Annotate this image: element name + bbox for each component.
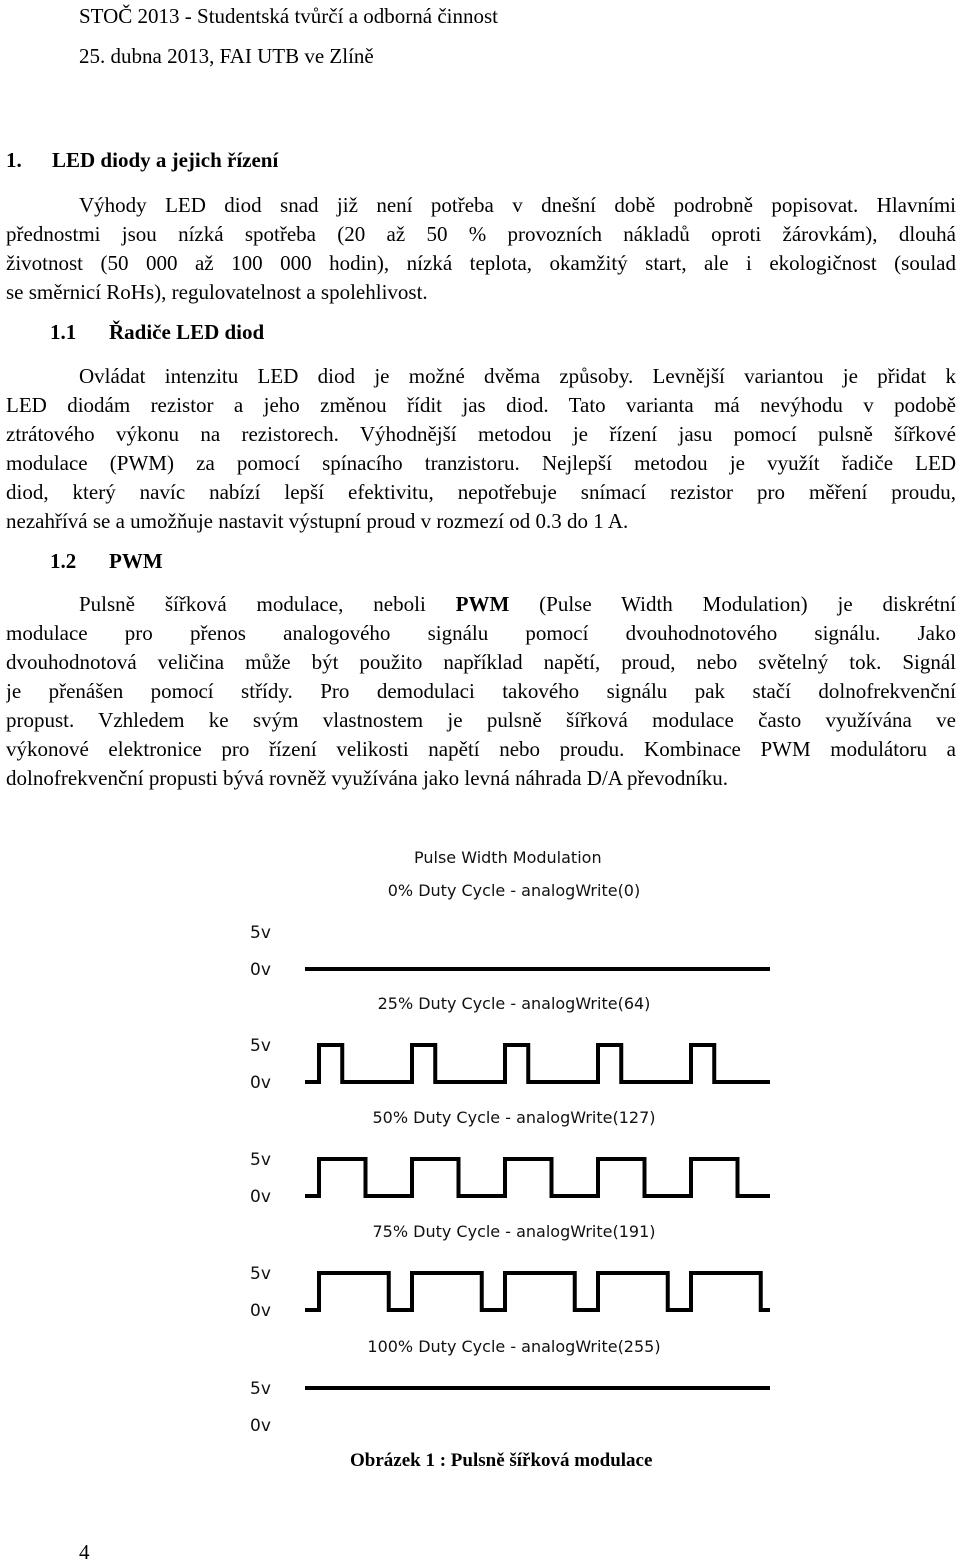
voltage-low-label: 0v [250,1073,271,1093]
subsection-number: 1.2 [50,549,77,573]
voltage-low-label: 0v [250,960,271,980]
paragraph-pwm [6,590,956,793]
voltage-high-label: 5v [250,1379,271,1399]
text-line: životnost (50 000 až 100 000 hodin), nízká teplota, okamžitý start, ale i ekologičnost (soulad [6,251,956,275]
panel-title: 100% Duty Cycle - analogWrite(255) [367,1337,661,1356]
text-line: LED diodám rezistor a jeho změnou řídit jas diod. Tato varianta má nevýhodu v podobě [6,393,956,417]
text-line: dvouhodnotová veličina může být použito například napětí, proud, nebo světelný tok. Signál [6,650,956,674]
pwm-waveform [305,1273,770,1310]
subsection-title: Řadiče LED diod [109,320,265,344]
voltage-low-label: 0v [250,1187,271,1207]
panel-title: 75% Duty Cycle - analogWrite(191) [372,1222,656,1241]
text-line: ztrátového výkonu na rezistorech. Výhodnější metodou je řízení jasu pomocí pulsně šířkové [6,422,956,446]
voltage-low-label: 0v [250,1416,271,1436]
text-line: přednostmi jsou nízká spotřeba (20 až 50 % provozních nákladů oproti žárovkám), dlouhá [6,222,956,246]
voltage-high-label: 5v [250,1264,271,1284]
text-line: Výhody LED diod snad již není potřeba v dnešní době podrobně popisovat. Hlavními [79,193,956,217]
header-date: 25. dubna 2013, FAI UTB ve Zlíně [79,44,374,68]
subsection-title: PWM [109,549,163,573]
text-line: výkonové elektronice pro řízení velikosti napětí nebo proudu. Kombinace PWM modulátoru a [6,737,956,761]
panel-title: 25% Duty Cycle - analogWrite(64) [377,994,651,1013]
header-title: STOČ 2013 - Studentská tvůrčí a odborná činnost [79,4,498,28]
text-line: je přenášen pomocí střídy. Pro demodulaci takového signálu pak stačí dolnofrekvenční [6,679,956,703]
section-title: LED diody a jejich řízení [52,148,279,172]
text-line [6,590,956,619]
text-line: nezahřívá se a umožňuje nastavit výstupní proud v rozmezí od 0.3 do 1 A. [6,509,629,533]
text-line: propust. Vzhledem ke svým vlastnostem je pulsně šířková modulace často využívána ve [6,708,956,732]
text-line: se směrnicí RoHs), regulovatelnost a spolehlivost. [6,280,428,304]
paragraph-led-advantages [6,191,956,307]
voltage-high-label: 5v [250,1150,271,1170]
text-line: dolnofrekvenční propusti bývá rovněž využívána jako levná náhrada D/A převodníku. [6,766,728,790]
text-line: Ovládat intenzitu LED diod je možné dvěma způsoby. Levnější variantou je přidat k [79,364,956,388]
text-line: diod, který navíc nabízí lepší efektivitu, nepotřebuje snímací rezistor pro měření proudu, [6,480,956,504]
pwm-waveform [305,1045,770,1082]
panel-title: 0% Duty Cycle - analogWrite(0) [387,881,641,900]
voltage-low-label: 0v [250,1301,271,1321]
page-number: 4 [79,1540,90,1564]
text-run: (Pulse Width Modulation) je diskrétní [509,592,956,616]
voltage-high-label: 5v [250,1036,271,1056]
pwm-figure [0,870,960,1440]
voltage-high-label: 5v [250,923,271,943]
text-run: Pulsně šířková modulace, neboli [79,592,456,616]
figure-caption: Obrázek 1 : Pulsně šířková modulace [350,1450,653,1471]
figure-title: Pulse Width Modulation [414,848,602,867]
paragraph-led-drivers [6,362,956,536]
panel-title: 50% Duty Cycle - analogWrite(127) [372,1108,656,1127]
pwm-waveform [305,1159,770,1196]
text-line: modulace (PWM) za pomocí spínacího tranzistoru. Nejlepší metodou je využít řadiče LED [6,451,956,475]
subsection-number: 1.1 [50,320,77,344]
text-run-bold: PWM [455,592,510,616]
section-number: 1. [6,148,22,172]
text-line: modulace pro přenos analogového signálu pomocí dvouhodnotového signálu. Jako [6,621,956,645]
